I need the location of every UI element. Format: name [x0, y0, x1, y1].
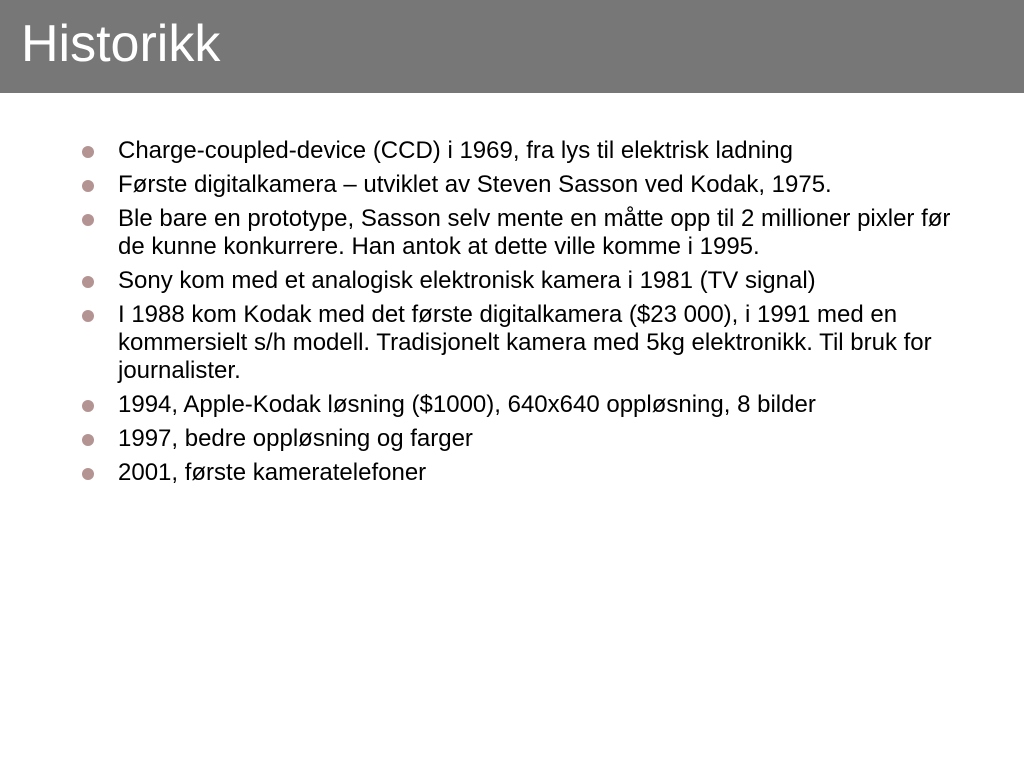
- bullet-item-3: [80, 205, 960, 261]
- bullet-item-8: [80, 459, 960, 487]
- slide-title: Historikk: [21, 15, 221, 73]
- bullet-text: Første digitalkamera – utviklet av Steven Sasson ved Kodak, 1975.: [118, 171, 832, 198]
- bullet-dot-icon: [82, 276, 94, 288]
- bullet-dot-icon: [82, 146, 94, 158]
- bullet-text: 1994, Apple-Kodak løsning ($1000), 640x640 oppløsning, 8 bilder: [118, 391, 816, 418]
- bullet-list: [80, 137, 960, 493]
- bullet-item-5: [80, 301, 960, 385]
- bullet-dot-icon: [82, 180, 94, 192]
- bullet-text: 1997, bedre oppløsning og farger: [118, 425, 473, 452]
- bullet-dot-icon: [82, 468, 94, 480]
- bullet-text: 2001, første kameratelefoner: [118, 459, 427, 486]
- bullet-item-7: [80, 425, 960, 453]
- bullet-text: Ble bare en prototype, Sasson selv mente en måtte opp til 2 millioner pixler før de kunne konkurrere. Han antok at dette ville komme i 1995.: [118, 205, 951, 260]
- bullet-text: I 1988 kom Kodak med det første digitalkamera ($23 000), i 1991 med en kommersielt s/h modell. Tradisjonelt kamera med 5kg elektronikk. Til bruk for journalister.: [118, 301, 932, 384]
- title-bar: [0, 0, 1024, 93]
- bullet-text: Sony kom med et analogisk elektronisk kamera i 1981 (TV signal): [118, 267, 816, 294]
- bullet-dot-icon: [82, 434, 94, 446]
- bullet-item-1: [80, 137, 960, 165]
- bullet-dot-icon: [82, 214, 94, 226]
- bullet-item-6: [80, 391, 960, 419]
- bullet-dot-icon: [82, 310, 94, 322]
- bullet-text: Charge-coupled-device (CCD) i 1969, fra lys til elektrisk ladning: [118, 137, 793, 164]
- bullet-item-4: [80, 267, 960, 295]
- bullet-dot-icon: [82, 400, 94, 412]
- bullet-item-2: [80, 171, 960, 199]
